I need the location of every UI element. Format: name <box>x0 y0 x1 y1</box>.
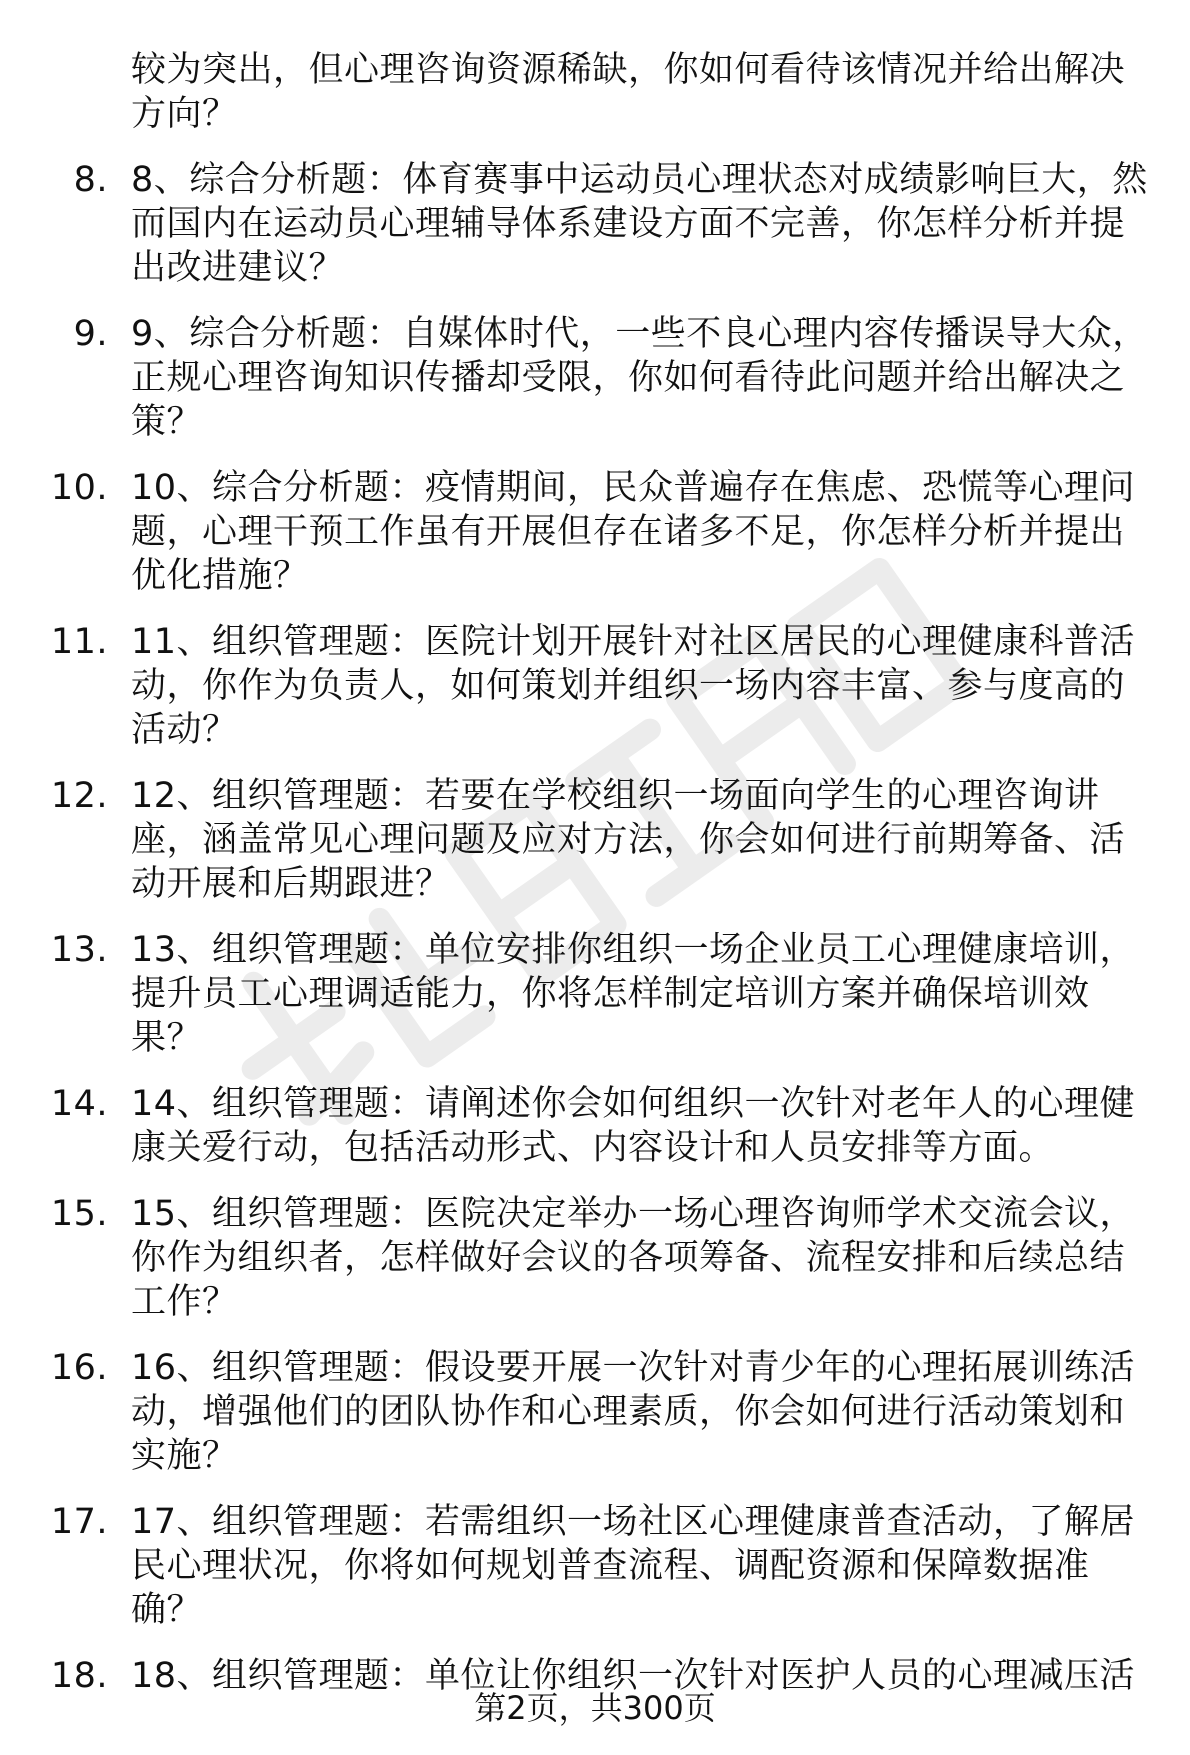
page-footer: 第2页，共300页 <box>474 1689 716 1727</box>
question-text: 17、组织管理题：若需组织一场社区心理健康普查活动，了解居民心理状况，你将如何规划普查流程、调配资源和保障数据准确？ <box>131 1502 1136 1630</box>
list-item <box>0 158 1190 290</box>
list-number: 17. <box>50 1502 108 1542</box>
question-text: 15、组织管理题：医院决定举办一场心理咨询师学术交流会议，你作为组织者，怎样做好会议的各项筹备、流程安排和后续总结工作？ <box>131 1194 1136 1322</box>
list-item <box>0 1082 1190 1170</box>
list-item <box>0 1192 1190 1324</box>
list-item <box>0 774 1190 906</box>
list-item <box>0 928 1190 1060</box>
question-text: 较为突出，但心理咨询资源稀缺，你如何看待该情况并给出解决方向？ <box>131 50 1126 134</box>
list-number: 10. <box>50 468 108 508</box>
question-text: 12、组织管理题：若要在学校组织一场面向学生的心理咨询讲座，涵盖常见心理问题及应对方法，你会如何进行前期筹备、活动开展和后期跟进？ <box>131 776 1126 904</box>
list-number: 14. <box>50 1084 108 1124</box>
list-number: 15. <box>50 1194 108 1234</box>
list-number: 16. <box>50 1348 108 1388</box>
question-text: 8、综合分析题：体育赛事中运动员心理状态对成绩影响巨大，然而国内在运动员心理辅导体系建设方面不完善，你怎样分析并提出改进建议？ <box>131 160 1148 288</box>
list-number: 9. <box>73 314 108 354</box>
list-item <box>0 312 1190 444</box>
list-item <box>0 466 1190 598</box>
question-text: 9、综合分析题：自媒体时代，一些不良心理内容传播误导大众，正规心理咨询知识传播却受限，你如何看待此问题并给出解决之策？ <box>131 314 1148 442</box>
list-number: 13. <box>50 930 108 970</box>
list-item <box>0 1500 1190 1632</box>
question-text: 11、组织管理题：医院计划开展针对社区居民的心理健康科普活动，你作为负责人，如何策划并组织一场内容丰富、参与度高的活动？ <box>131 622 1136 750</box>
list-number: 8. <box>73 160 108 200</box>
question-text: 18、组织管理题：单位让你组织一次针对医护人员的心理减压活 <box>131 1656 1136 1696</box>
question-text: 14、组织管理题：请阐述你会如何组织一次针对老年人的心理健康关爱行动，包括活动形式、内容设计和人员安排等方面。 <box>131 1084 1136 1168</box>
question-text: 13、组织管理题：单位安排你组织一场企业员工心理健康培训，提升员工心理调适能力，你将怎样制定培训方案并确保培训效果？ <box>131 930 1136 1058</box>
list-number: 18. <box>50 1656 108 1696</box>
question-text: 10、综合分析题：疫情期间，民众普遍存在焦虑、恐慌等心理问题，心理干预工作虽有开展但存在诸多不足，你怎样分析并提出优化措施？ <box>131 468 1136 596</box>
list-item <box>0 620 1190 752</box>
list-number: 11. <box>50 622 108 662</box>
question-continuation <box>0 48 1190 136</box>
question-text: 16、组织管理题：假设要开展一次针对青少年的心理拓展训练活动，增强他们的团队协作和心理素质，你会如何进行活动策划和实施？ <box>131 1348 1136 1476</box>
list-item <box>0 1346 1190 1478</box>
list-number: 12. <box>50 776 108 816</box>
